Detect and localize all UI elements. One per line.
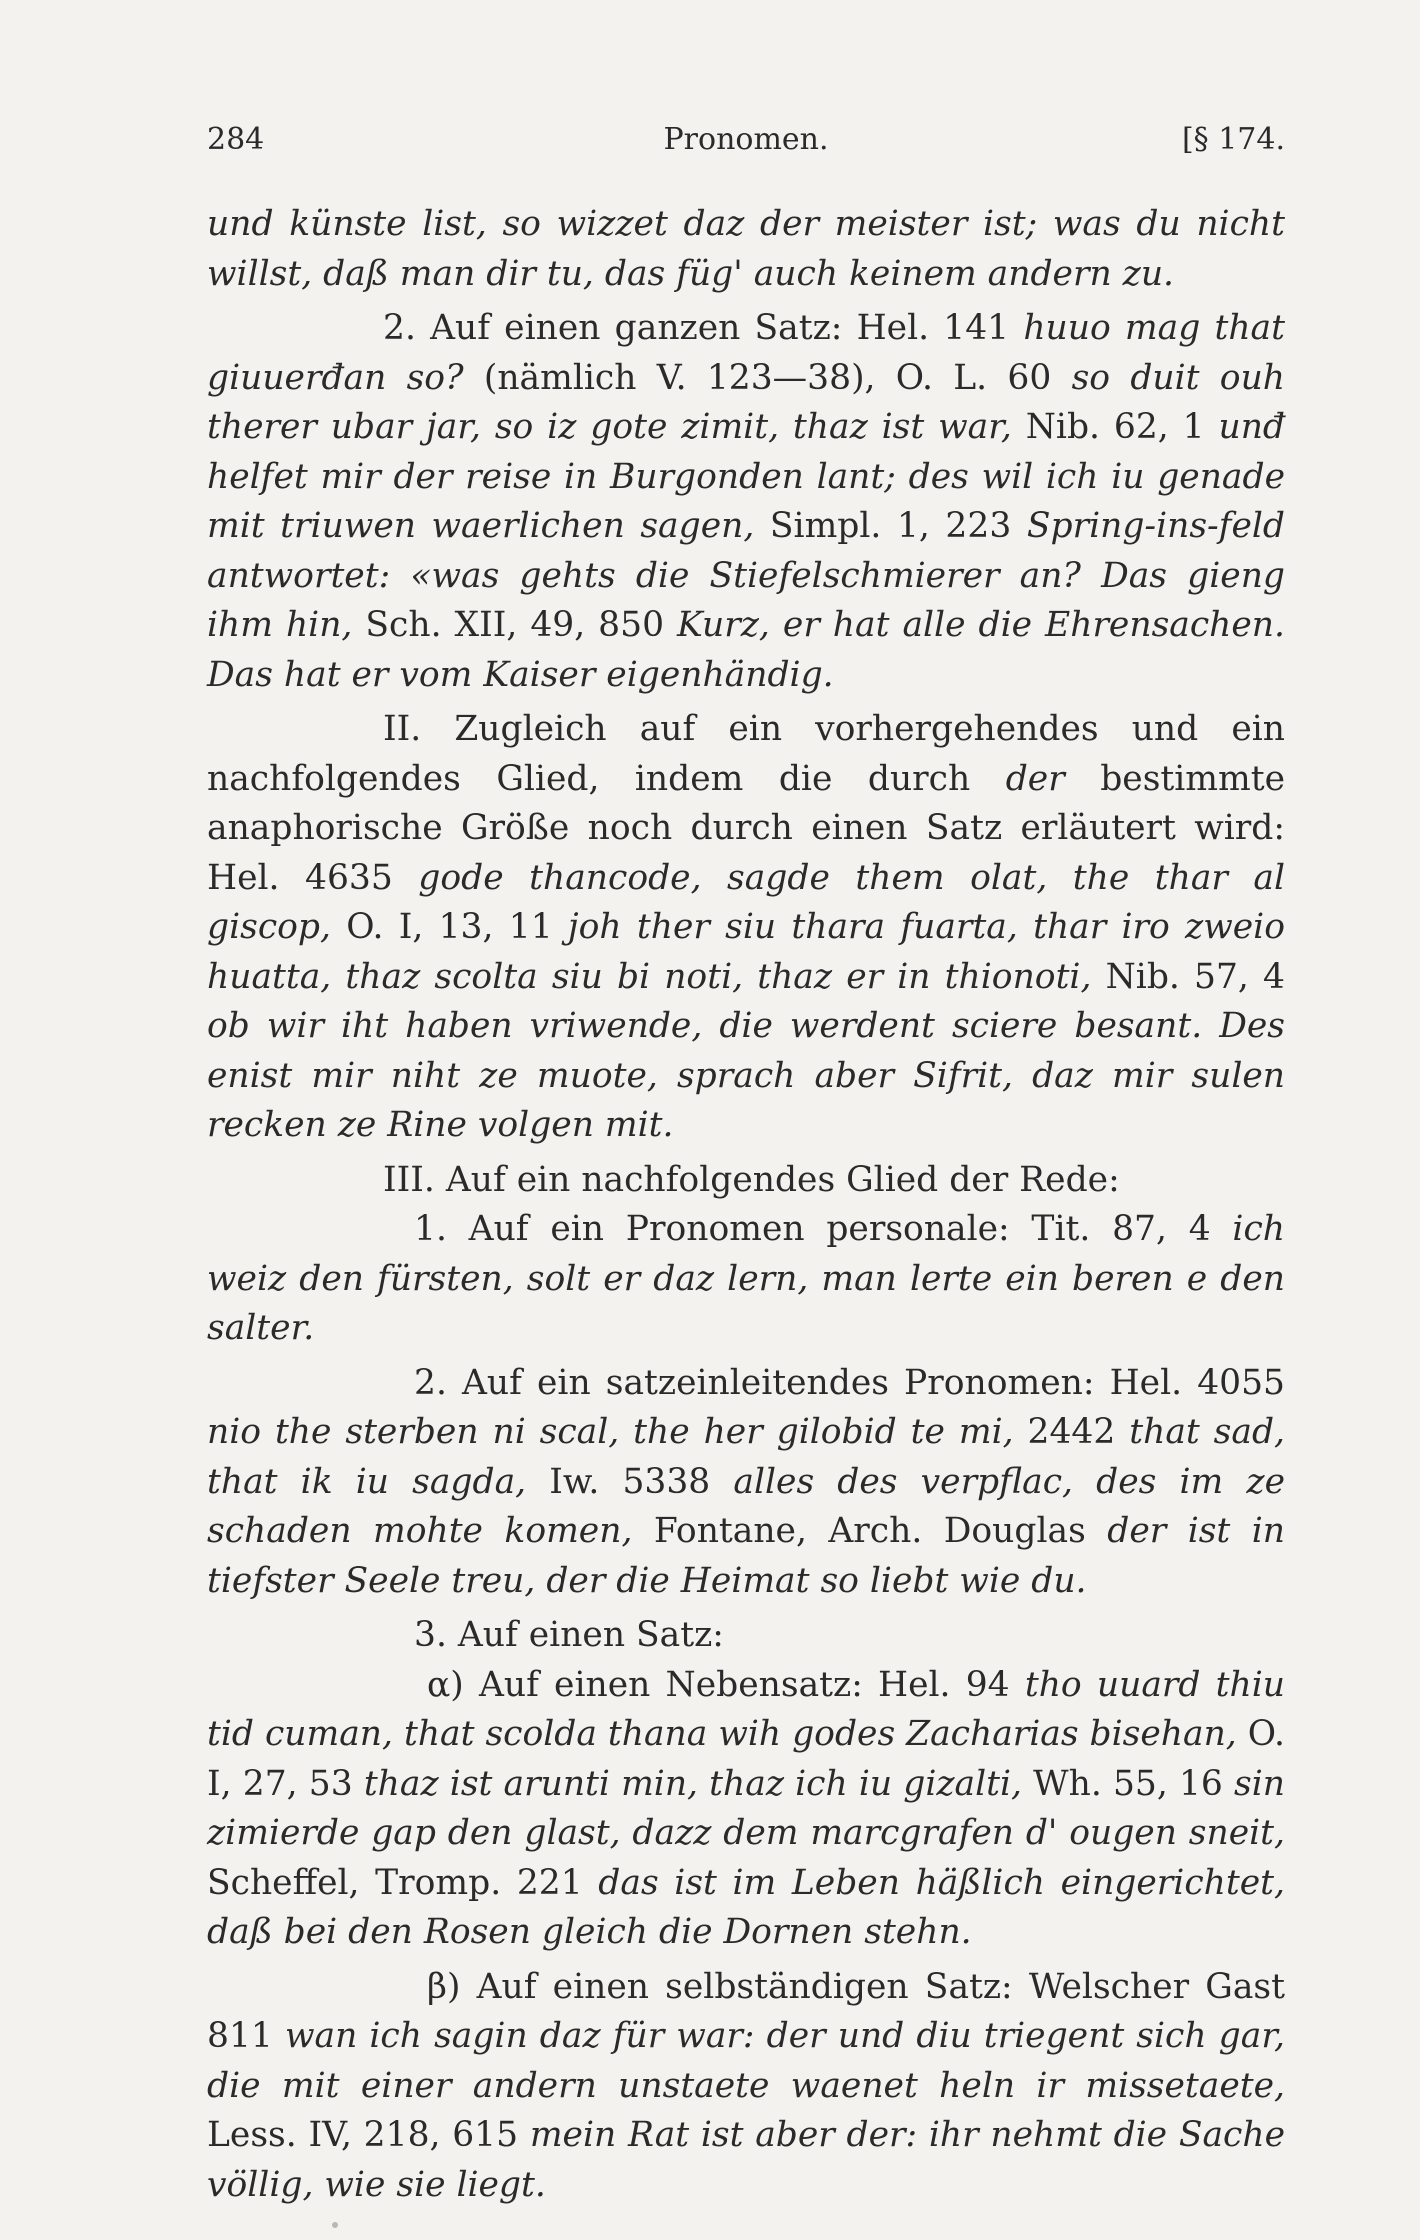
commentary-text: Sch. XII, 49, 850 [352,605,678,645]
commentary-text: Nib. 62, 1 [1011,407,1219,447]
paragraph-selbstaendiger-satz [207,1963,1285,2211]
quotation-text: der ist in tiefster Seele treu, der die Heimat so liebt wie du. [207,1511,1285,1601]
paragraph-section-III [207,1156,1285,1206]
body-text [207,200,1285,2210]
quotation-text: nio the sterben ni scal, the her gilobid te mi, [207,1412,1014,1452]
quotation-text: das ist im Leben häßlich eingerichtet, daß bei den Rosen gleich die Dornen stehn. [207,1862,1285,1952]
quotation-text: joh ther siu thara fuarta, thar iro zweio huatta, thaz scolta siu bi noti, thaz er in thionoti, [207,907,1285,997]
quotation-text: tho uuard thiu tid cuman, that scolda thana wih godes Zacharias bisehan, [207,1664,1285,1754]
quotation-text: so duit ouh therer ubar jar, so iz gote zimit, thaz ist war, [207,357,1286,447]
commentary-text: (nämlich V. 123—38), O. L. 60 [463,357,1072,398]
quotation-text: der [1005,758,1065,799]
commentary-text: 2. Auf ein satzeinleitendes Pronomen: Hel. 4055 [414,1362,1285,1403]
quotation-text: gode thancode, sagde them olat, the thar al giscop, [207,857,1285,947]
commentary-text: 2442 [1013,1412,1130,1452]
commentary-text: II. Zugleich auf ein vorhergehendes und ein nachfolgendes Glied, indem die durch [207,709,1285,799]
paragraph-auf-einen-satz [207,1611,1285,1661]
quotation-text: ob wir iht haben vriwende, die werdent sciere besant. Des enist mir niht ze muote, sprach aber Sifrit, daz mir sulen recken ze Rine volgen mit. [207,1006,1285,1145]
running-title: Pronomen. [663,122,829,157]
page-number: 284 [207,122,265,157]
paragraph-ganzer-satz [207,304,1285,700]
quotation-text: that sad, that ik iu sagda, [207,1412,1285,1502]
quotation-text: thaz ist arunti min, thaz ich iu gizalti, [363,1763,1023,1804]
commentary-text: Wh. 55, 16 [1022,1763,1235,1804]
paragraph-section-II [207,705,1285,1151]
commentary-text: Fontane, Arch. Douglas [632,1511,1108,1551]
quotation-text: wan ich sagin daz für war: der und diu triegent sich gar, die mit einer andern unstaete waenet heln ir missetaete, [207,2016,1285,2106]
paragraph-pronomen-personale [207,1205,1285,1354]
paragraph-satzeinleitendes-pronomen [207,1359,1285,1607]
paragraph-continuation [207,200,1285,299]
commentary-text: Simpl. 1, 223 [754,506,1027,546]
paper-speck [332,2222,338,2228]
quotation-text: alles des verpflac, des im ze schaden mohte komen, [207,1461,1285,1551]
commentary-text: O. I, 27, 53 [207,1714,1285,1804]
commentary-text: Nib. 57, 4 [1091,956,1285,997]
quotation-text: sin zimierde gap den glast, dazz dem marcgrafen d' ougen sneit, [207,1763,1286,1853]
commentary-text: Less. IV, 218, 615 [207,2115,530,2155]
section-number: [§ 174. [1181,122,1285,157]
commentary-text: Scheffel, Tromp. 221 [207,1862,599,1903]
commentary-text: α) Auf einen Nebensatz: Hel. 94 [427,1664,1025,1705]
commentary-text: Iw. 5338 [526,1461,734,1502]
commentary-text: 3. Auf einen Satz: [414,1615,724,1655]
commentary-text: 2. Auf einen ganzen Satz: Hel. 141 [383,308,1024,348]
commentary-text: O. I, 13, 11 [330,907,568,947]
quotation-text: und künste list, so wizzet daz der meister ist; was du nicht willst, daß man dir tu, das füg' auch keinem andern zu. [207,204,1285,294]
quotation-text: mein Rat ist aber der: ihr nehmt die Sache völlig, wie sie liegt. [207,2115,1286,2205]
page-header [207,122,1285,170]
commentary-text: bestimmte anaphorische Größe noch durch einen Satz erläutert wird: Hel. 4635 [207,758,1286,898]
commentary-text: 1. Auf ein Pronomen personale: Tit. 87, 4 [414,1209,1233,1249]
quotation-text: unđ helfet mir der reise in Burgonden lant; des wil ich iu genade mit triuwen waerlichen sagen, [207,407,1285,546]
quotation-text: Kurz, er hat alle die Ehrensachen. Das hat er vom Kaiser eigenhändig. [207,605,1285,695]
quotation-text: Spring-ins-feld antwortet: «was gehts die Stiefelschmierer an? Das gieng ihm hin, [207,506,1285,645]
quotation-text: huuo mag that giuuerđan so? [207,308,1285,398]
paragraph-nebensatz [207,1661,1285,1958]
quotation-text: ich weiz den fürsten, solt er daz lern, man lerte ein beren e den salter. [207,1209,1285,1348]
commentary-text: β) Auf einen selbständigen Satz: Welscher Gast 811 [207,1966,1285,2056]
commentary-text: III. Auf ein nachfolgendes Glied der Rede: [383,1159,1120,1200]
